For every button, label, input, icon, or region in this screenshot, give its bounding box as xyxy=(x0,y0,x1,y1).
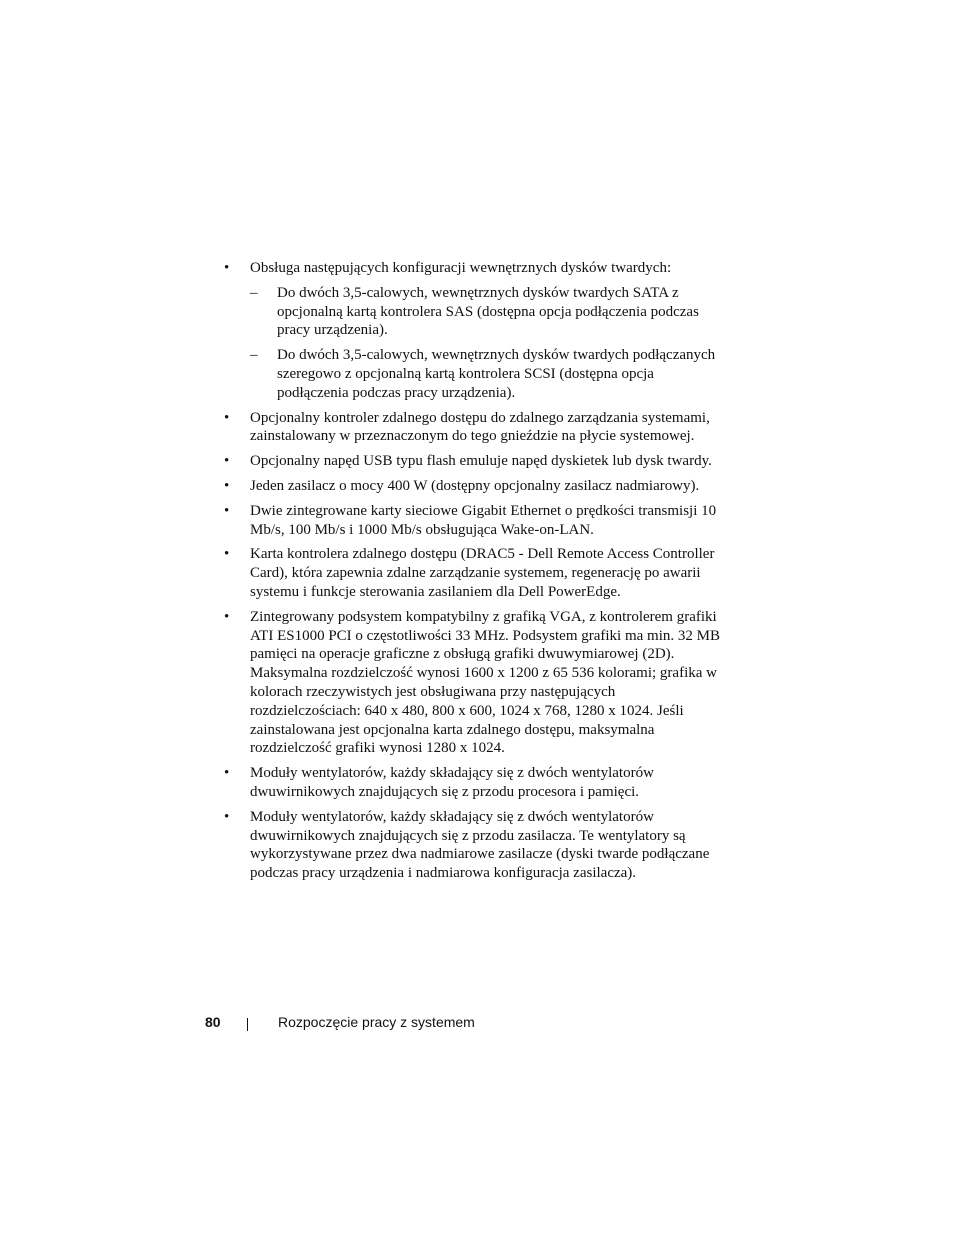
dash-marker: – xyxy=(250,347,258,364)
list-item xyxy=(222,452,722,471)
list-item-text: Zintegrowany podsystem kompatybilny z grafiką VGA, z kontrolerem grafiki ATI ES1000 PCI o częstotliwości 33 MHz. Podsystem grafiki ma min. 32 MB pamięci na operacje graficzne z obsługą grafiki dwuwymiarowej (2D). Maksymalna rozdzielczość wynosi 1600 x 1200 z 65 536 kolorami; grafika w kolorach rzeczywistych jest obsługiwana przy następujących rozdzielczościach: 640 x 480, 800 x 600, 1024 x 768, 1280 x 1024. Jeśli zainstalowana jest opcjonalna karta zdalnego dostępu, maksymalna rozdzielczość grafiki wynosi 1280 x 1024. xyxy=(250,608,720,757)
sub-list-item-text: Do dwóch 3,5-calowych, wewnętrznych dysków twardych SATA z opcjonalną kartą kontrolera SAS (dostępna opcja podłączenia podczas pracy urządzenia). xyxy=(277,284,699,339)
list-item xyxy=(222,764,722,802)
list-item xyxy=(222,808,722,883)
dash-marker: – xyxy=(250,284,258,301)
list-item xyxy=(222,608,722,758)
list-item xyxy=(222,259,722,403)
bullet-marker: • xyxy=(224,608,230,625)
bullet-marker: • xyxy=(224,453,230,470)
page-number: 80 xyxy=(205,1014,221,1030)
footer-divider xyxy=(247,1018,248,1031)
list-item-text: Moduły wentylatorów, każdy składający się z dwóch wentylatorów dwuwirnikowych znajdujących się z przodu procesora i pamięci. xyxy=(250,765,654,800)
list-item xyxy=(222,545,722,601)
sub-list-item xyxy=(250,284,722,340)
bullet-marker: • xyxy=(224,502,230,519)
bullet-marker: • xyxy=(224,546,230,563)
list-item xyxy=(222,477,722,496)
list-item-text: Jeden zasilacz o mocy 400 W (dostępny opcjonalny zasilacz nadmiarowy). xyxy=(250,477,700,494)
list-item-text: Dwie zintegrowane karty sieciowe Gigabit Ethernet o prędkości transmisji 10 Mb/s, 100 Mb/s i 1000 Mb/s obsługująca Wake-on-LAN. xyxy=(250,502,717,538)
bullet-marker: • xyxy=(224,260,230,276)
list-item-text: Obsługa następujących konfiguracji wewnętrznych dysków twardych: xyxy=(250,260,672,276)
sub-list xyxy=(250,284,722,403)
bullet-marker: • xyxy=(224,808,230,825)
bullet-marker: • xyxy=(224,765,230,782)
sub-list-item xyxy=(250,346,722,402)
feature-list xyxy=(222,259,722,889)
list-item-text: Moduły wentylatorów, każdy składający się z dwóch wentylatorów dwuwirnikowych znajdujących się z przodu zasilacza. Te wentylatory są wykorzystywane przez dwa nadmiarowe zasilacze (dyski twarde podłączane podczas pracy urządzenia i nadmiarowa konfiguracja zasilacza). xyxy=(250,808,710,882)
bullet-marker: • xyxy=(224,477,230,494)
footer-section-title: Rozpoczęcie pracy z systemem xyxy=(278,1014,475,1030)
list-item xyxy=(222,502,722,540)
list-item-text: Opcjonalny kontroler zdalnego dostępu do zdalnego zarządzania systemami, zainstalowany w przeznaczonym do tego gnieździe na płycie systemowej. xyxy=(250,409,710,445)
list-item-text: Karta kontrolera zdalnego dostępu (DRAC5 - Dell Remote Access Controller Card), która zapewnia zdalne zarządzanie systemem, regenerację po awarii systemu i funkcje sterowania zasilaniem dla Dell PowerEdge. xyxy=(250,546,715,600)
list-item-text: Opcjonalny napęd USB typu flash emuluje napęd dyskietek lub dysk twardy. xyxy=(250,453,712,470)
bullet-marker: • xyxy=(224,409,230,426)
sub-list-item-text: Do dwóch 3,5-calowych, wewnętrznych dysków twardych podłączanych szeregowo z opcjonalną kartą kontrolera SCSI (dostępna opcja podłączenia podczas pracy urządzenia). xyxy=(277,347,716,401)
list-item xyxy=(222,409,722,447)
